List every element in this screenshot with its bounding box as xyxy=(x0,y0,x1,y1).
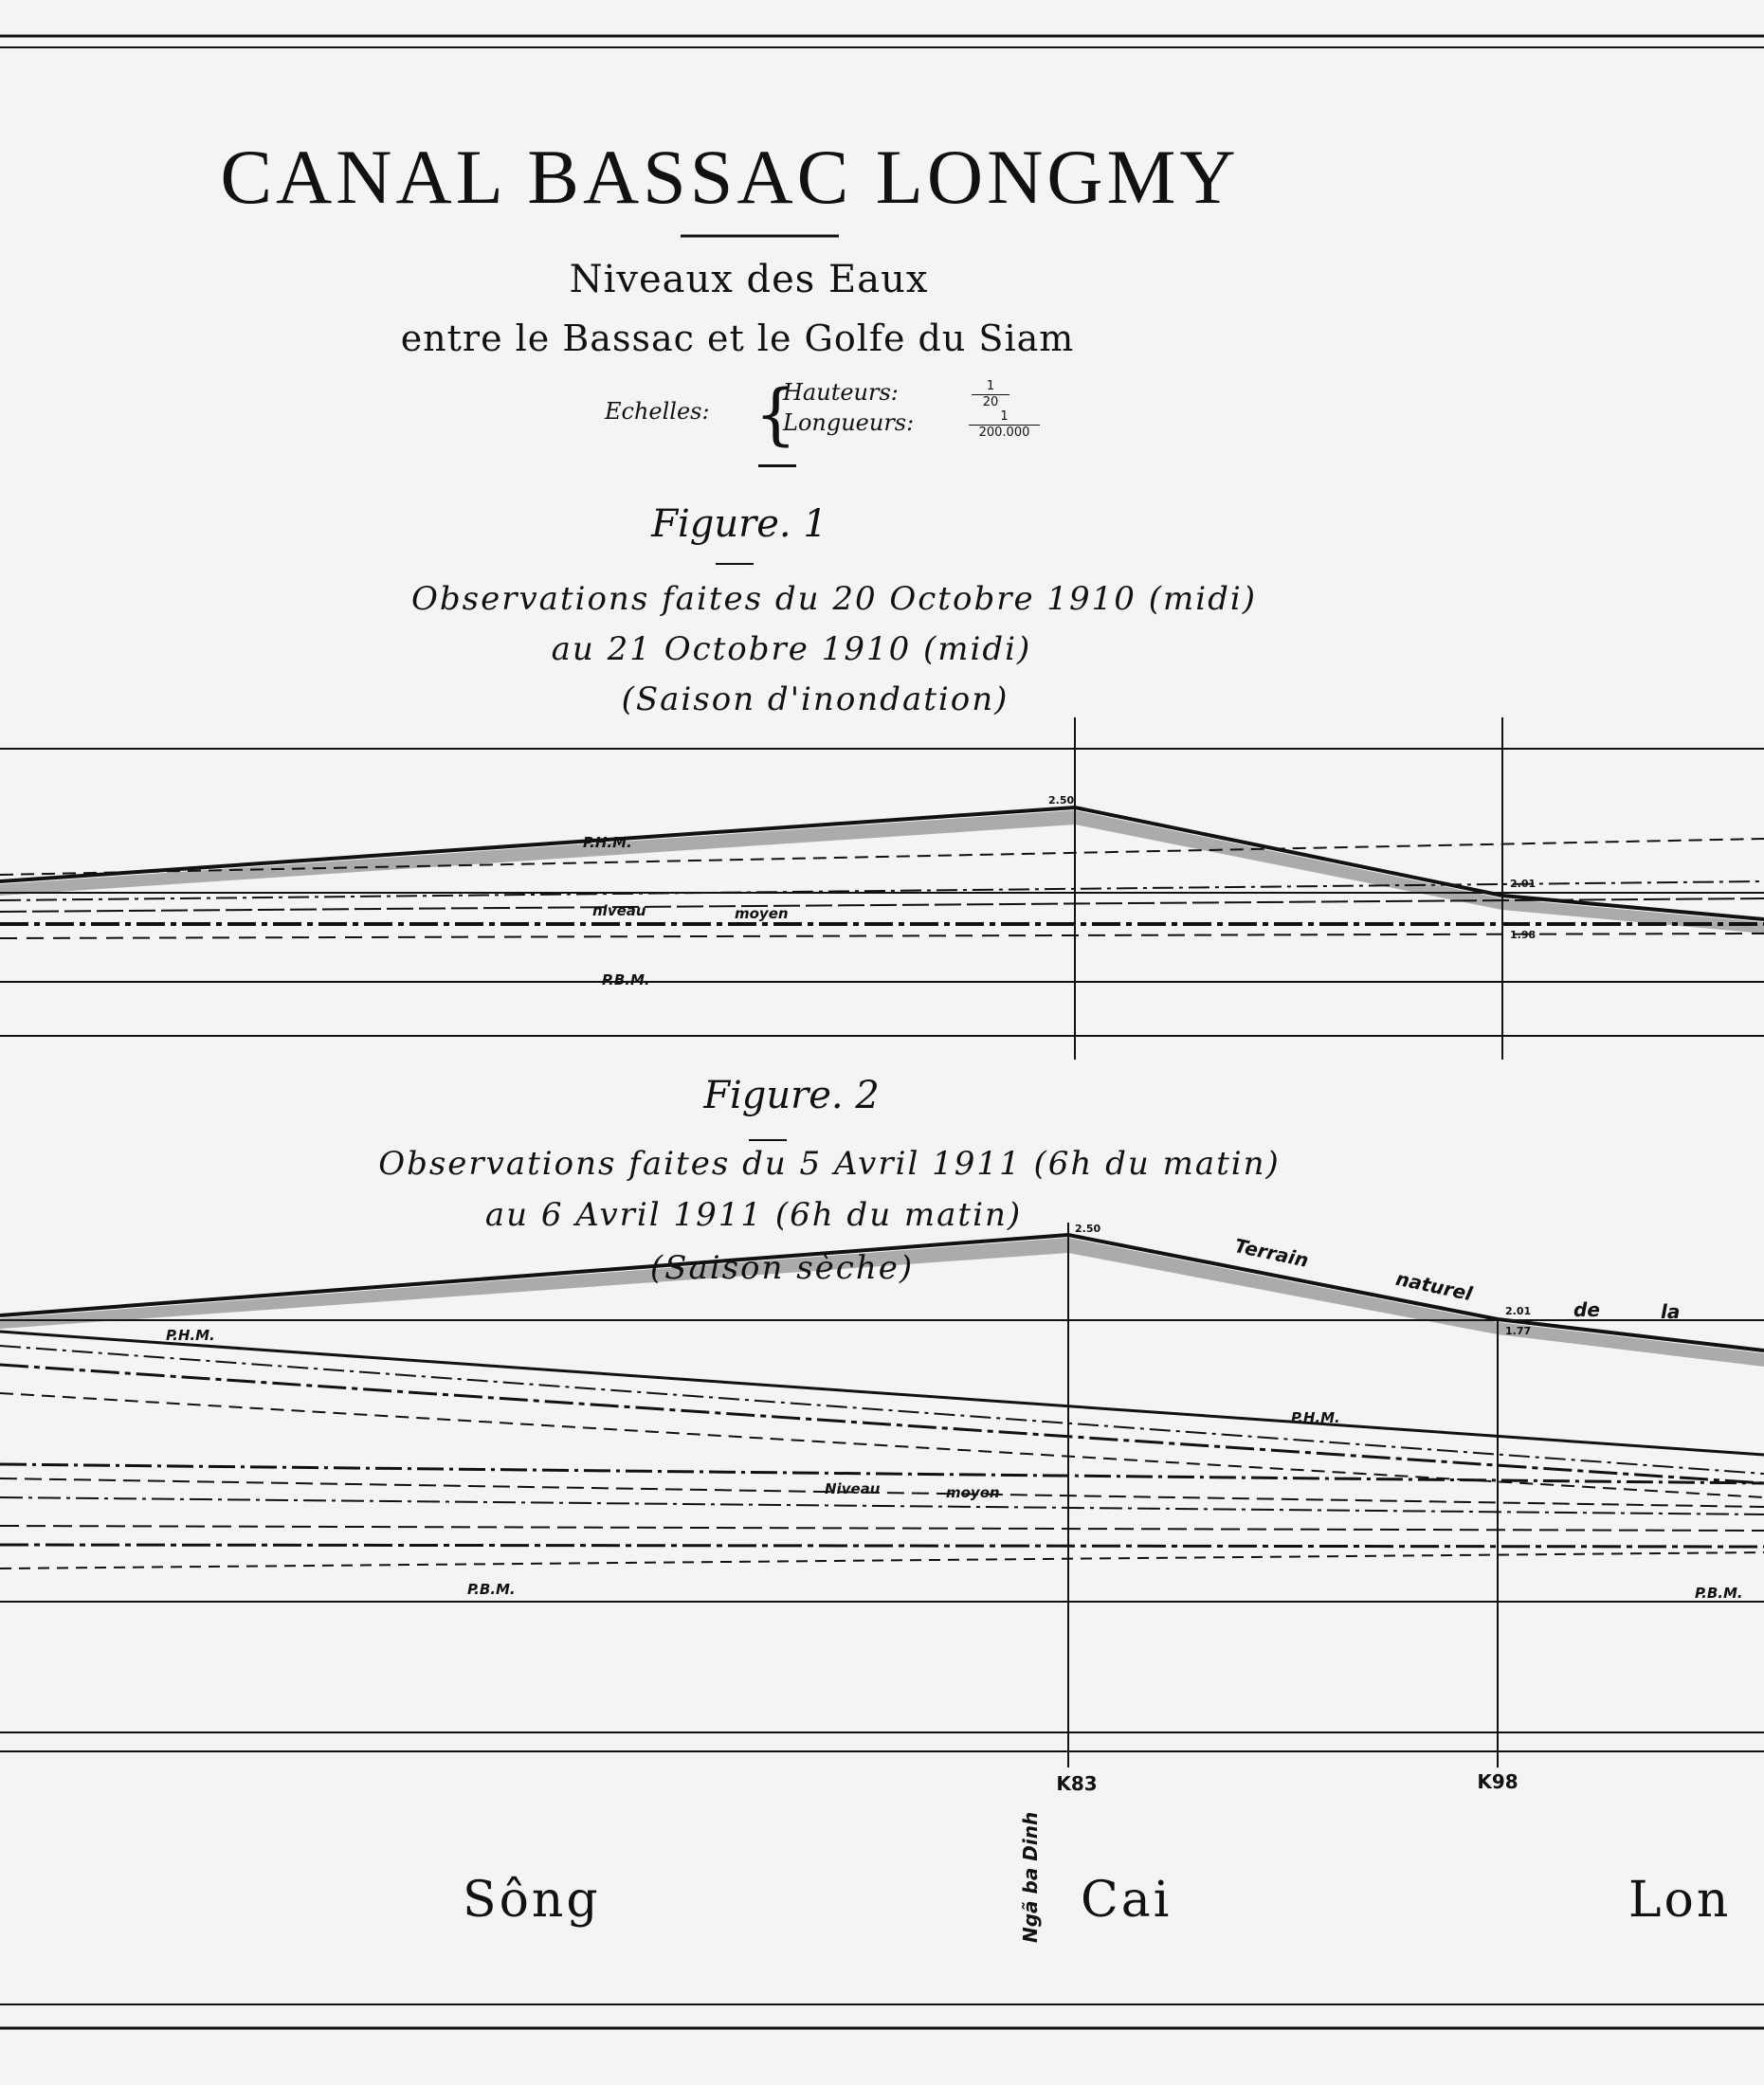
figure1-caption-line3: (Saison d'inondation) xyxy=(621,680,1009,718)
figure1-k98-value: 2.01 xyxy=(1510,878,1537,890)
figure2-water-lines xyxy=(0,1332,1764,1568)
terrain-word-2: naturel xyxy=(1393,1266,1475,1306)
figure2-caption-line3: (Saison sèche) xyxy=(649,1249,915,1287)
figure1-label: Figure. 1 xyxy=(651,502,827,546)
figure1-niveau-label: niveau xyxy=(592,902,646,919)
ngaba-dinh-vertical-label: Ngã ba Dinh xyxy=(1019,1811,1042,1943)
station-k98: K98 xyxy=(1477,1770,1518,1793)
figure1-peak-value: 2.50 xyxy=(1048,794,1075,807)
figure2-pbm-left-label: P.B.M. xyxy=(467,1581,516,1598)
scales-lengths-label: Longueurs: xyxy=(783,409,915,436)
figure2-k98-lower: 1.77 xyxy=(1505,1325,1532,1337)
figure1-water-lines xyxy=(0,839,1764,938)
scales-underline xyxy=(758,464,796,467)
lengths-fraction: $\frac{1}{200.000}$ xyxy=(969,409,1040,441)
terrain-word-3: de xyxy=(1573,1298,1600,1321)
figure2-niveau-label: Niveau xyxy=(825,1480,881,1497)
subtitle-line1: Niveaux des Eaux xyxy=(569,258,929,301)
figure1-grid xyxy=(0,717,1764,1060)
figure2-pbm-right-label: P.B.M. xyxy=(1695,1585,1743,1602)
figure2-caption-line1: Observations faites du 5 Avril 1911 (6h du matin) xyxy=(378,1145,1281,1183)
figure1-k98-lower: 1.98 xyxy=(1510,929,1537,941)
figure2-k98-value: 2.01 xyxy=(1505,1305,1532,1317)
terrain-word-4: la xyxy=(1661,1300,1681,1323)
river-word-cai: Cai xyxy=(1081,1872,1173,1929)
terrain-word-1: Terrain xyxy=(1232,1234,1311,1272)
subtitle-line2: entre le Bassac et le Golfe du Siam xyxy=(400,317,1075,359)
figure1-caption-line1: Observations faites du 20 Octobre 1910 (midi) xyxy=(410,580,1258,618)
scales-heights-label: Hauteurs: xyxy=(783,379,899,406)
river-word-song: Sông xyxy=(463,1872,601,1929)
page-title: CANAL BASSAC LONGMY xyxy=(220,134,1240,220)
figure2-phm-right-label: P.H.M. xyxy=(1291,1409,1340,1426)
river-word-lon: Lon xyxy=(1628,1872,1732,1929)
figure2-phm-left-label: P.H.M. xyxy=(166,1327,215,1344)
figure1-terrain xyxy=(0,807,1764,934)
figure2-moyen-label: moyen xyxy=(946,1484,1000,1501)
figure2-caption-line2: au 6 Avril 1911 (6h du matin) xyxy=(484,1196,1023,1234)
figure1-phm-label: P.H.M. xyxy=(583,834,632,851)
figure2-peak-value: 2.50 xyxy=(1075,1223,1101,1235)
figure1-moyen-label: moyen xyxy=(735,905,789,922)
figure1-caption-line2: au 21 Octobre 1910 (midi) xyxy=(551,630,1032,668)
scales-label: Echelles: xyxy=(605,398,710,425)
heights-fraction: $\frac{1}{20}$ xyxy=(972,379,1009,410)
scales-brace: { xyxy=(755,375,797,453)
station-k83: K83 xyxy=(1056,1772,1098,1795)
figure1-pbm-label: P.B.M. xyxy=(602,971,650,988)
figure2-label: Figure. 2 xyxy=(703,1074,880,1117)
